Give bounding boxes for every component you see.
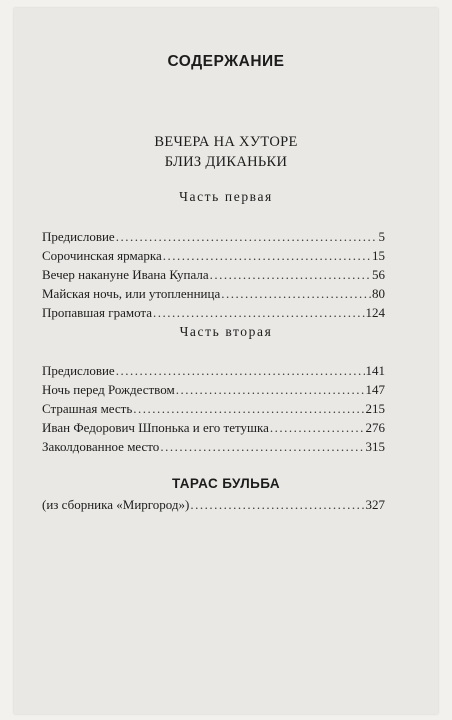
- toc-entry: [42, 303, 385, 322]
- toc-entry-page: 5: [378, 229, 385, 244]
- toc-entry: [42, 399, 385, 418]
- part-title-second: Часть вторая: [179, 324, 273, 339]
- toc-leader-dots: [133, 399, 364, 418]
- toc-entry-page: 56: [372, 267, 385, 282]
- toc-entry-page: 315: [365, 439, 385, 454]
- toc-entry-title: Страшная месть: [42, 401, 133, 416]
- toc-entry-title: Сорочинская ярмарка: [42, 248, 162, 263]
- toc-entry: [42, 418, 385, 437]
- toc-entry-page: 124: [365, 305, 385, 320]
- section-title-line2: БЛИЗ ДИКАНЬКИ: [164, 154, 288, 170]
- toc-entry-page: 141: [365, 363, 385, 378]
- toc-entry: [42, 227, 385, 246]
- toc-leader-dots: [116, 361, 365, 380]
- toc-leader-dots: [270, 418, 365, 437]
- section-title-taras-bulba: ТАРАС БУЛЬБА: [171, 476, 281, 491]
- toc-leader-dots: [153, 303, 364, 322]
- toc-leader-dots: [176, 380, 365, 399]
- book-page: [14, 8, 438, 714]
- toc-list-part1: [42, 227, 385, 322]
- toc-list-section2: [42, 495, 385, 514]
- toc-entry-title: (из сборника «Миргород»): [42, 497, 190, 512]
- toc-list-part2: [42, 361, 385, 456]
- toc-leader-dots: [210, 265, 371, 284]
- toc-entry: [42, 380, 385, 399]
- toc-entry-page: 15: [372, 248, 385, 263]
- toc-entry-title: Иван Федорович Шпонька и его тетушка: [42, 420, 269, 435]
- toc-entry: [42, 246, 385, 265]
- toc-entry: [42, 437, 385, 456]
- toc-entry-page: 80: [372, 286, 385, 301]
- toc-leader-dots: [221, 284, 371, 303]
- contents-heading: СОДЕРЖАНИЕ: [167, 53, 285, 70]
- part-title-first: Часть первая: [179, 189, 273, 204]
- toc-entry-title: Предисловие: [42, 363, 115, 378]
- toc-entry-title: Заколдованное место: [42, 439, 160, 454]
- toc-entry-title: Майская ночь, или утопленница: [42, 286, 221, 301]
- toc-entry: [42, 361, 385, 380]
- toc-leader-dots: [160, 437, 364, 456]
- toc-entry-page: 215: [365, 401, 385, 416]
- toc-leader-dots: [190, 495, 364, 514]
- toc-entry-title: Предисловие: [42, 229, 115, 244]
- toc-entry: [42, 265, 385, 284]
- toc-entry: [42, 284, 385, 303]
- toc-entry-title: Ночь перед Рождеством: [42, 382, 175, 397]
- toc-entry-page: 147: [365, 382, 385, 397]
- toc-entry-title: Пропавшая грамота: [42, 305, 153, 320]
- toc-entry-title: Вечер накануне Ивана Купала: [42, 267, 209, 282]
- toc-entry-page: 327: [365, 497, 385, 512]
- toc-entry: [42, 495, 385, 514]
- section-title-line1: ВЕЧЕРА НА ХУТОРЕ: [154, 134, 298, 150]
- toc-entry-page: 276: [365, 420, 385, 435]
- toc-leader-dots: [163, 246, 371, 265]
- toc-leader-dots: [116, 227, 378, 246]
